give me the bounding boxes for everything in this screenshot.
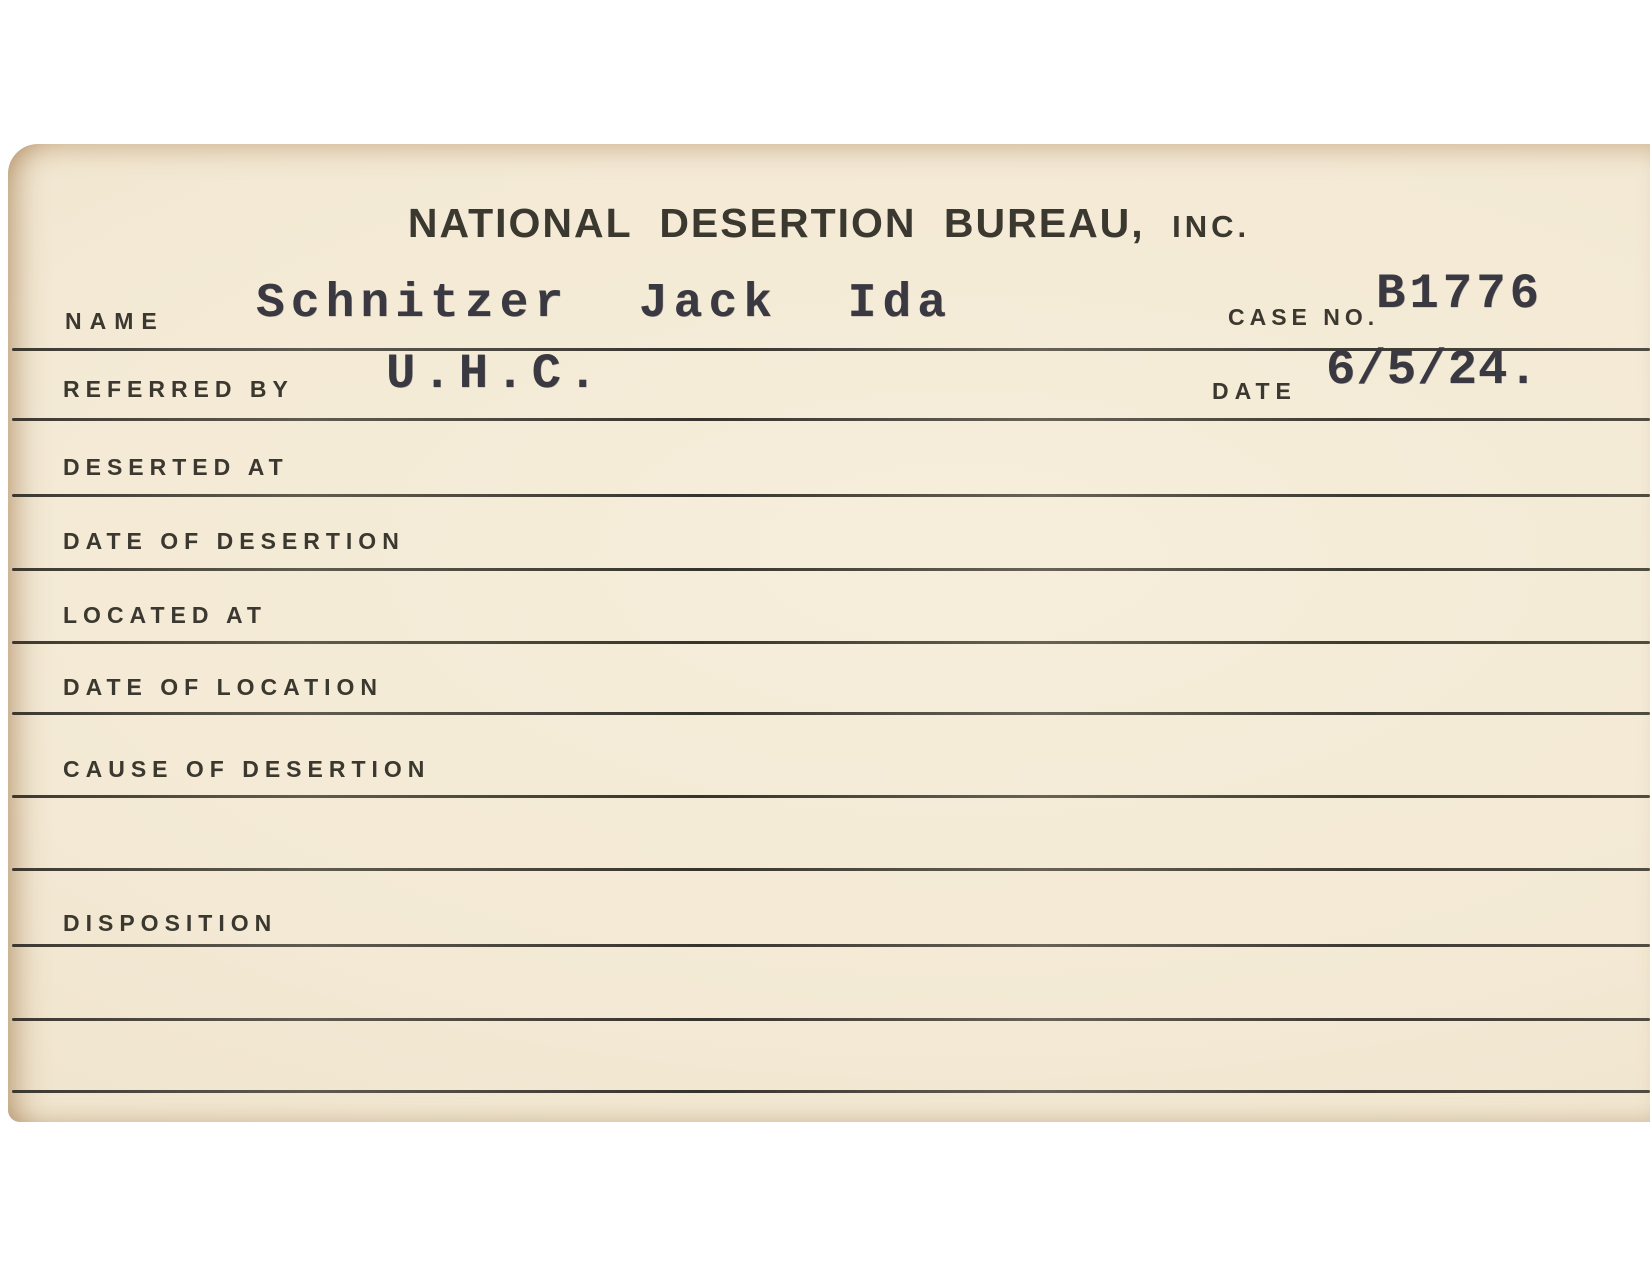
date-of-location-field-label: DATE OF LOCATION [63,674,384,700]
card-title-main: NATIONAL DESERTION BUREAU, [407,200,1145,246]
ruled-line-referred-by [12,418,1650,421]
disposition-field-label: DISPOSITION [63,910,278,936]
name-field-value: Schnitzer Jack Ida [256,277,953,331]
ruled-line-cause-of-desertion [12,795,1650,798]
ruled-line-date-of-location [12,712,1650,715]
date-field-value: 6/5/24. [1326,342,1539,398]
ruled-line-blank-3 [12,1090,1650,1093]
desertion-bureau-index-card [8,144,1650,1122]
ruled-line-blank-2 [12,1018,1650,1021]
cause-of-desertion-field-label: CAUSE OF DESERTION [63,756,431,782]
referred-by-field-label: REFERRED BY [63,376,294,402]
card-title-suffix: INC. [1172,209,1251,244]
name-field-label: NAME [65,308,165,334]
case-no-field-label: CASE NO. [1228,304,1380,330]
deserted-at-field-label: DESERTED AT [63,454,289,480]
case-no-field-value: B1776 [1376,266,1544,322]
ruled-line-located-at [12,641,1650,644]
ruled-line-disposition [12,944,1650,947]
ruled-line-blank-1 [12,868,1650,871]
date-field-label: DATE [1212,378,1297,404]
date-of-desertion-field-label: DATE OF DESERTION [63,528,405,554]
ruled-line-deserted-at [12,494,1650,497]
card-title [8,200,1650,247]
referred-by-field-value: U.H.C. [386,346,605,402]
located-at-field-label: LOCATED AT [63,602,267,628]
ruled-line-date-of-desertion [12,568,1650,571]
